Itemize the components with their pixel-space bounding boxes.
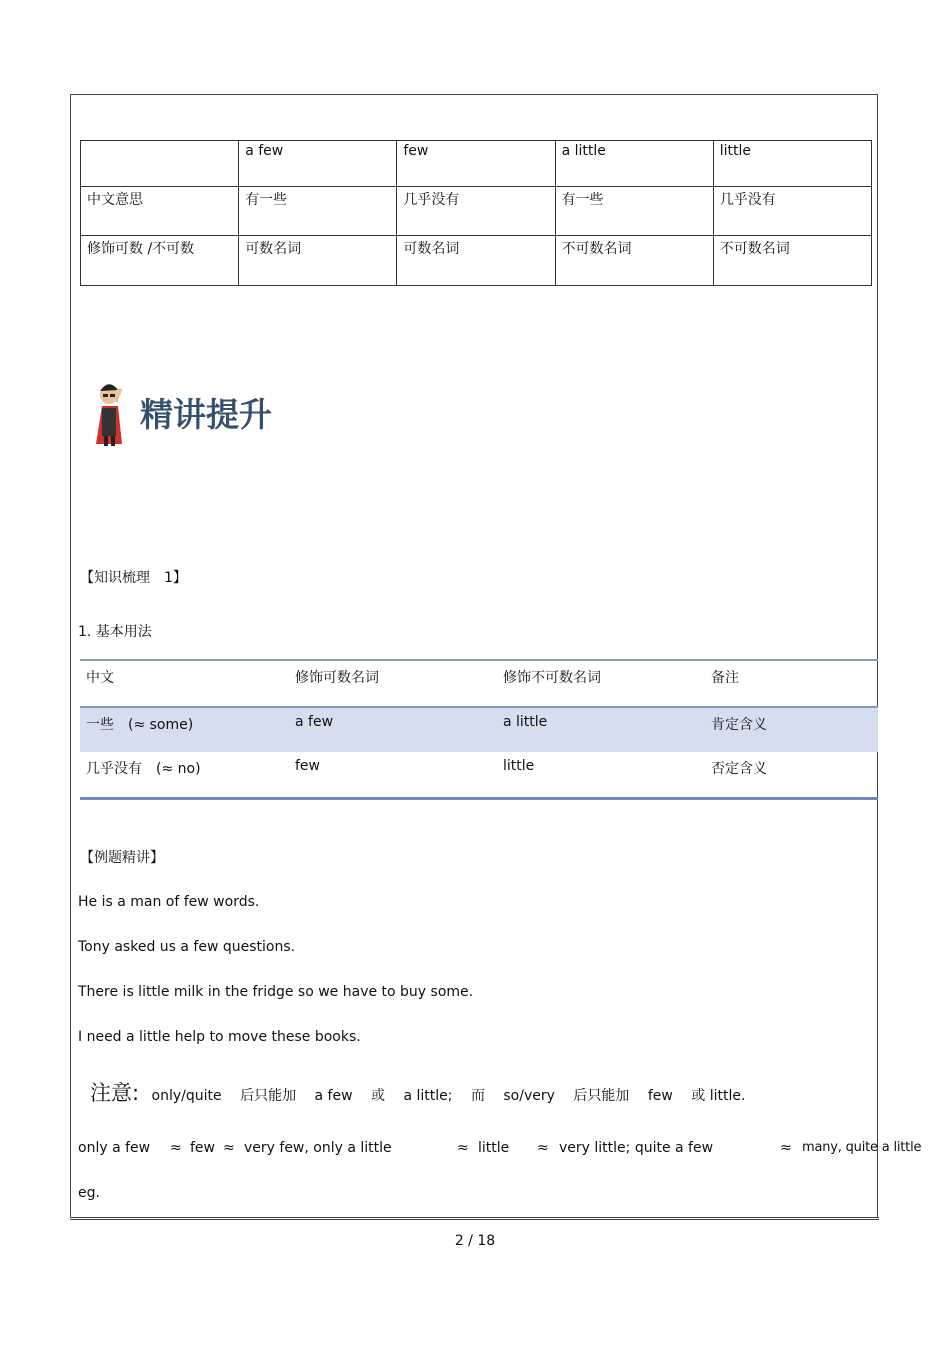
table-cell: 几乎没有 <box>397 187 555 236</box>
note-part: 后只能加 <box>240 1088 297 1104</box>
table-cell: little <box>713 141 871 187</box>
note-part: a little; <box>403 1088 453 1104</box>
table-header-row <box>80 661 878 706</box>
note-part: so/very <box>503 1088 555 1104</box>
table-cell: 几乎没有 <box>713 187 871 236</box>
approx-symbol: ≈ <box>780 1140 792 1156</box>
table-cell: 修饰可数 /不可数 <box>81 236 239 286</box>
approx-item: only a few <box>78 1140 151 1156</box>
note-title: 注意: <box>90 1081 140 1105</box>
table-cell: a little <box>555 141 713 187</box>
table-cell: 备注 <box>711 670 739 686</box>
table-cell: 一些 (≈ some) <box>86 717 194 733</box>
note-part: 而 <box>470 1088 485 1104</box>
table-cell: a few <box>295 714 334 730</box>
approx-item: very few, only a little <box>244 1140 392 1156</box>
table-cell: 不可数名词 <box>555 236 713 286</box>
basic-usage-heading: 1. 基本用法 <box>78 624 152 640</box>
note-part: 或 <box>371 1088 386 1104</box>
approx-symbol: ≈ <box>223 1140 235 1156</box>
table-cell: few <box>397 141 555 187</box>
approx-symbol: ≈ <box>537 1140 549 1156</box>
example-sentence: He is a man of few words. <box>78 894 260 910</box>
table-row <box>80 752 878 797</box>
table-cell: few <box>295 758 320 774</box>
table-cell: 有一些 <box>239 187 397 236</box>
note-part: 后只能加 <box>573 1088 630 1104</box>
table-row <box>80 706 878 752</box>
table-cell: little <box>503 758 535 774</box>
example-sentence: Tony asked us a few questions. <box>78 939 296 955</box>
example-sentence: There is little milk in the fridge so we have to buy some. <box>78 984 474 1000</box>
comparison-table <box>80 140 872 286</box>
eg-label: eg. <box>78 1185 100 1201</box>
note-part: 或 little. <box>691 1088 746 1104</box>
section-logo <box>92 378 302 450</box>
approx-item: very little; quite a few <box>559 1140 714 1156</box>
approx-item: little <box>478 1140 510 1156</box>
table-cell: 可数名词 <box>397 236 555 286</box>
approx-symbol: ≈ <box>170 1140 182 1156</box>
approx-item: many, quite a little <box>802 1140 922 1155</box>
teacher-avatar-icon <box>92 378 302 450</box>
table-cell <box>81 141 239 187</box>
table-cell: 不可数名词 <box>713 236 871 286</box>
table-cell: a few <box>239 141 397 187</box>
approx-symbol: ≈ <box>457 1140 469 1156</box>
table-cell: 可数名词 <box>239 236 397 286</box>
approx-item: few <box>190 1140 215 1156</box>
table-cell: 肯定含义 <box>711 717 767 733</box>
example-sentence: I need a little help to move these books. <box>78 1029 361 1045</box>
note-part: a few <box>314 1088 353 1104</box>
example-heading: 【例题精讲】 <box>80 850 164 866</box>
table-cell: 修饰可数名词 <box>295 670 379 686</box>
table-cell: 有一些 <box>555 187 713 236</box>
table-cell: 中文意思 <box>81 187 239 236</box>
table-row <box>81 236 872 286</box>
table-row <box>81 187 872 236</box>
table-cell: a little <box>503 714 548 730</box>
table-cell: 修饰不可数名词 <box>503 670 601 686</box>
note-part: only/quite <box>151 1088 222 1104</box>
table-cell: 中文 <box>86 670 114 686</box>
section-logo-text: 精讲提升 <box>140 395 272 434</box>
knowledge-heading: 【知识梳理 1】 <box>80 570 187 586</box>
note-part: few <box>647 1088 673 1104</box>
page-number: 2 / 18 <box>454 1233 496 1249</box>
table-row <box>81 141 872 187</box>
table-cell: 几乎没有 (≈ no) <box>86 761 201 777</box>
page-frame-bottom-rule <box>70 1217 879 1220</box>
table-cell: 否定含义 <box>711 761 767 777</box>
note-line <box>90 1077 745 1107</box>
usage-table <box>80 659 878 800</box>
